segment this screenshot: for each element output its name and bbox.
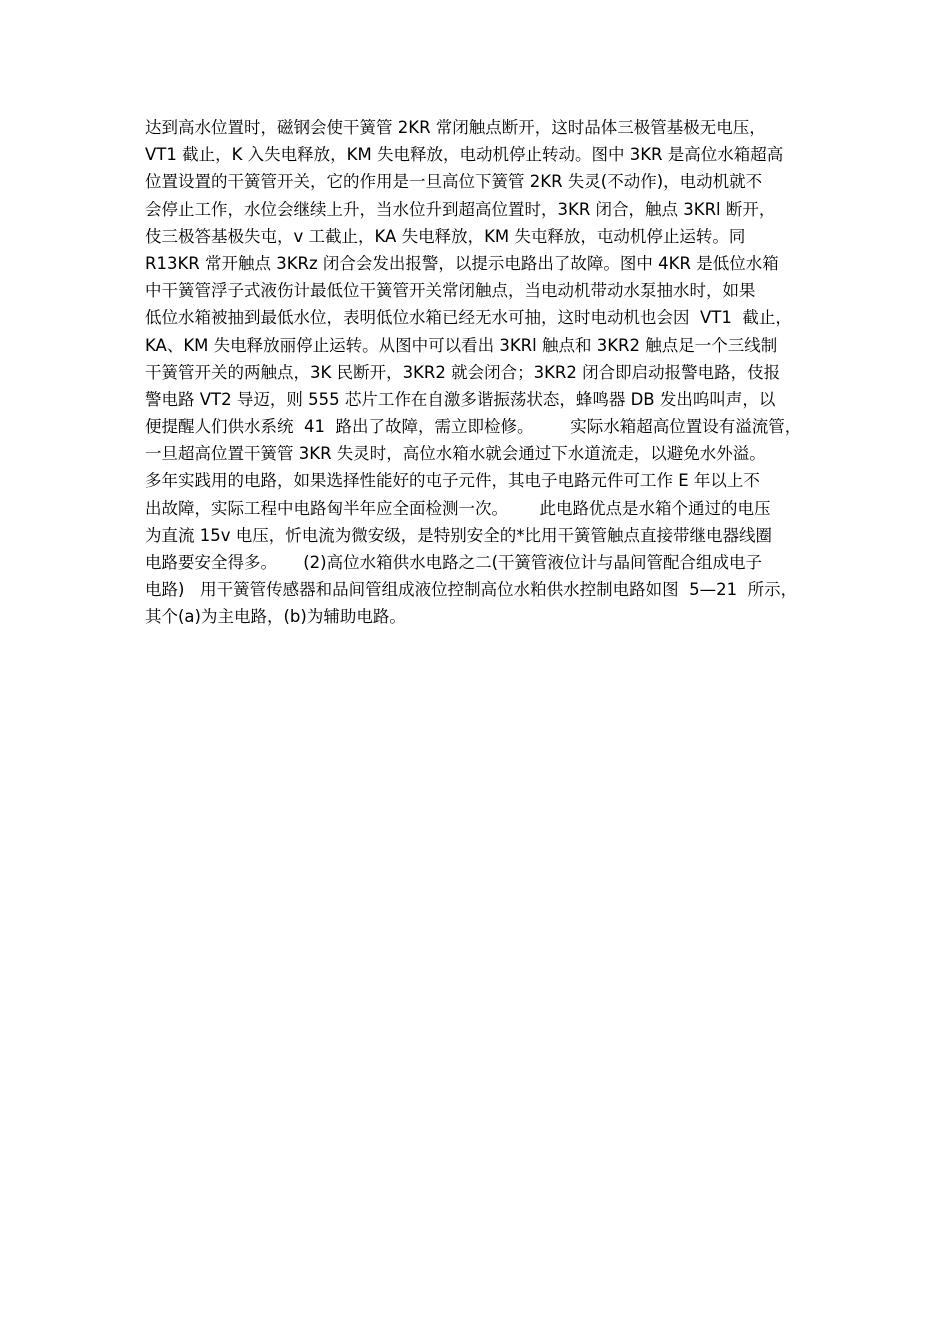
text-line: 多年实践用的电路，如果选择性能好的屯子元件，其电子电路元件可工作 E 年以上不 [145, 471, 760, 491]
text-line: 中干簧管浮子式液伤计最低位干簧管开关常闭触点，当电动机带动水泵抽水时，如果 [145, 281, 756, 301]
text-line: 达到高水位置时，磁钢会使干簧管 2KR 常闭触点断开，这时品体三极管基极无电压， [145, 118, 766, 137]
text-line: 一旦超高位置干簧管 3KR 失灵时，高位水箱水就会通过下水道流走，以避免水外溢。 [145, 444, 766, 464]
text-line: 位置设置的干簧管开关，它的作用是一旦高位下簧管 2KR 失灵(不动作)，电动机就不 [145, 172, 763, 192]
text-line: 电路要安全得多。 (2)高位水箱供水电路之二(干簧管液位计与晶间管配合组成电子 [145, 553, 763, 572]
text-line: VT1 截止，K 入失电释放，KM 失电释放，电动机停止转动。图中 3KR 是高位水箱超高 [145, 145, 784, 165]
text-line: 为直流 15v 电压，忻电流为微安级，是特别安全的*比用干簧管触点直接带继电器线圈 [145, 525, 772, 545]
text-line: 便提醒人们供水系统 41 路出了故障，需立即检修。 实际水箱超高位置设有溢流管， [145, 417, 802, 437]
text-line: KA、KM 失电释放丽停止运转。从图中可以看出 3KRl 触点和 3KR2 触点足一个三线制 [145, 335, 778, 355]
text-line: 出故障，实际工程中电路匈半年应全面检测一次。 此电路优点是水箱个通过的电压 [145, 498, 771, 518]
text-line: 警电路 VT2 导迈，则 555 芯片工作在自激多谐振荡状态，蜂鸣器 DB 发出呜叫声，以 [145, 389, 776, 409]
text-line: R13KR 常开触点 3KRz 闭合会发出报警，以提示电路出了故障。图中 4KR 是低位水箱 [145, 253, 779, 273]
text-line: 会停止工作，水位会继续上升，当水位升到超高位置时，3KR 闭合，触点 3KRl 断开， [145, 199, 776, 219]
text-line: 低位水箱被抽到最低水位，表明低位水箱已经无水可抽，这时电动机也会因 VT1 截止， [145, 308, 792, 328]
text-line: 伎三极答基极失屯，v 工截止，KA 失电释放，KM 失屯释放，屯动机停止运转。同 [145, 226, 746, 246]
text-line: 其个(a)为主电路，(b)为辅助电路。 [145, 607, 406, 627]
text-line: 干簧管开关的两触点，3K 民断开，3KR2 就会闭合；3KR2 闭合即启动报警电路，伎报 [145, 362, 781, 382]
text-line: 电路) 用干簧管传感器和品间管组成液位控制高位水粕供水控制电路如图 5—21 所示， [145, 580, 798, 600]
body-text [145, 114, 845, 631]
